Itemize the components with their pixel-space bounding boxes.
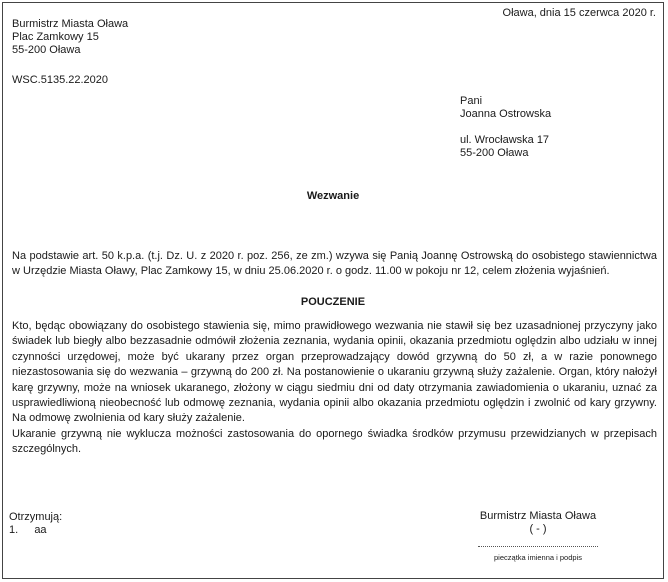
sender-line-2: Plac Zamkowy 15 [12,31,99,43]
notice-heading: POUCZENIE [300,296,366,308]
recipients-label: Otrzymują: [9,511,63,523]
list-item-number: 1. [9,524,19,536]
document-page [2,2,664,579]
signature-caption: pieczątka imienna i podpis [494,553,582,562]
date-line: Oława, dnia 15 czerwca 2020 r. [502,7,656,19]
list-item-name: aa [34,524,47,536]
recipient-salutation: Pani [460,95,483,107]
document-title: Wezwanie [306,190,360,202]
recipient-city: 55-200 Oława [460,147,529,159]
notice-paragraph-1: Kto, będąc obowiązany do osobistego stawienia się, mimo prawidłowego wezwania nie stawił się bez uzasadnionej przyczyny jako świadek lub biegły albo bezzasadnie odmówił złożenia zeznania, wydania opinii, okazania przedmiotu oględzin albo udziału w innej czynności urzędowej, może być ukarany przez organ przeprowadzający dowód grzywną do 50 zł, a w razie ponownego niezastosowania się do wezwania – grzywną do 200 zł. Na postanowienie o ukaraniu grzywną służy zażalenie. Organ, który nałożył karę grzywny, może na wniosek ukaranego, złożony w ciągu siedmiu dni od daty otrzymania zawiadomienia o ukaraniu, uznać za usprawiedliwioną nieobecność lub odmowę zeznania, wydania opinii albo okazania przedmiotu oględzin i zwolnić od kary grzywny. Na odmowę zwolnienia od kary służy zażalenie. [12,320,657,425]
sender-line-1: Burmistrz Miasta Oława [12,18,129,30]
sender-line-3: 55-200 Oława [12,44,81,56]
signature-title: Burmistrz Miasta Oława [479,510,597,522]
signature-dotted-line [478,546,598,547]
summons-text [12,249,657,280]
notice-text [12,319,657,458]
recipients-list-item [9,524,47,537]
recipient-street: ul. Wrocławska 17 [460,134,550,146]
notice-paragraph-2: Ukaranie grzywną nie wyklucza możności zastosowania do opornego świadka środków przymusu przewidzianych w przepisach szczególnych. [12,427,657,456]
summons-paragraph: Na podstawie art. 50 k.p.a. (t.j. Dz. U. z 2020 r. poz. 256, ze zm.) wzywa się Panią Joannę Ostrowską do osobistego stawiennictwa w Urzędzie Miasta Oławy, Plac Zamkowy 15, w dniu 25.06.2020 r. o godz. 11.00 w pokoju nr 12, celem złożenia wyjaśnień. [12,250,657,278]
case-number: WSC.5135.22.2020 [12,74,109,86]
signature-name: ( - ) [529,523,547,535]
recipient-name: Joanna Ostrowska [460,108,552,120]
